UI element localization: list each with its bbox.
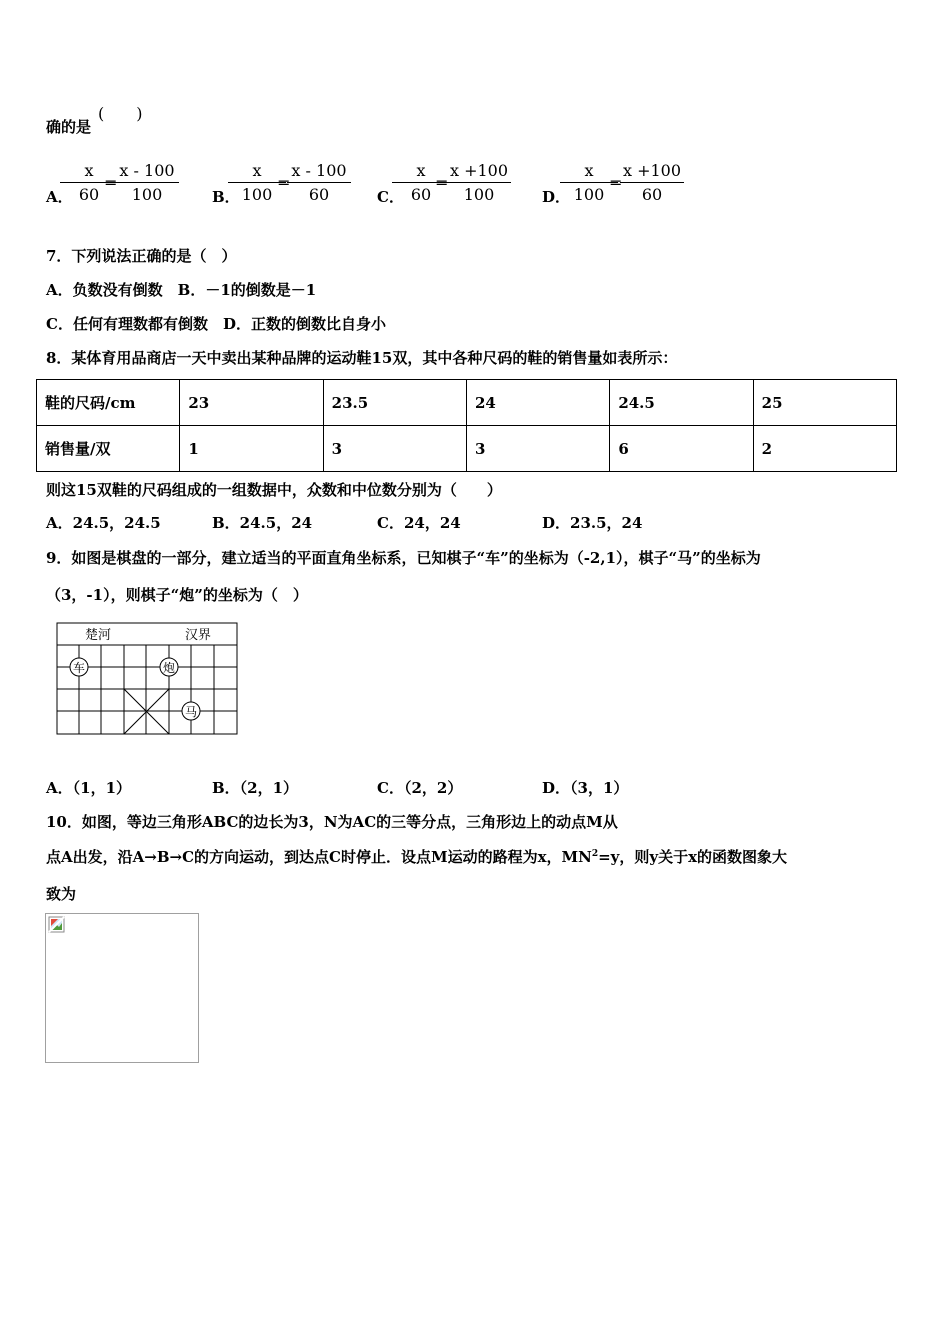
equals-sign: =	[609, 173, 623, 192]
equals-sign: =	[104, 173, 118, 192]
table-row	[37, 426, 897, 472]
q8-option-b[interactable]: B．24.5，24	[212, 514, 313, 532]
q8-stem: 8．某体育用品商店一天中卖出某种品牌的运动鞋15双，其中各种尺码的鞋的销售量如表所示：	[46, 349, 678, 367]
denominator: 100	[241, 185, 273, 204]
denominator: 100	[131, 185, 163, 204]
denominator: 100	[573, 185, 605, 204]
chessboard-figure	[55, 622, 241, 737]
shoe-size-table	[36, 379, 897, 472]
numerator: x	[84, 161, 94, 180]
table-cell: 24.5	[610, 380, 753, 426]
river-label-left: 楚河	[85, 628, 112, 643]
q9-stem-line-1: 9．如图是棋盘的一部分，建立适当的平面直角坐标系，已知棋子“车”的坐标为（-2,1），棋子“马”的坐标为	[46, 549, 761, 567]
q8-option-c[interactable]: C．24，24	[377, 514, 461, 532]
q9-option-d[interactable]: D．（3，1）	[542, 779, 629, 797]
numerator: x +100	[449, 161, 509, 180]
q9-option-a[interactable]: A．（1，1）	[46, 779, 132, 797]
rhs-fraction	[115, 160, 179, 205]
rhs-fraction	[447, 160, 511, 205]
q8-option-a[interactable]: A．24.5，24.5	[46, 514, 161, 532]
q8-question: 则这15双鞋的尺码组成的一组数据中，众数和中位数分别为（ ）	[46, 481, 502, 499]
river-label-right: 汉界	[185, 628, 212, 643]
q10-stem-line-3: 致为	[46, 885, 77, 903]
denominator: 100	[463, 185, 495, 204]
piece-che-label: 车	[72, 661, 86, 675]
option-label: C．	[377, 188, 404, 206]
q6-answer-paren: ( )	[98, 104, 143, 123]
q7-stem: 7．下列说法正确的是（ ）	[46, 247, 237, 265]
q9-option-c[interactable]: C．（2，2）	[377, 779, 463, 797]
numerator: x - 100	[119, 161, 175, 180]
numerator: x	[416, 161, 426, 180]
table-cell: 25	[753, 380, 896, 426]
table-cell: 鞋的尺码/cm	[37, 380, 180, 426]
table-cell: 23.5	[323, 380, 466, 426]
numerator: x	[584, 161, 594, 180]
broken-image-icon	[48, 916, 66, 934]
table-cell: 6	[610, 426, 753, 472]
q7-options-line-1[interactable]: A．负数没有倒数 B．－1的倒数是－1	[46, 281, 317, 299]
q7-options-line-2[interactable]: C．任何有理数都有倒数 D．正数的倒数比自身小	[46, 315, 386, 333]
q10-stem-line-1: 10．如图，等边三角形ABC的边长为3，N为AC的三等分点，三角形边上的动点M从	[46, 813, 618, 831]
q6-stem-tail: 确的是	[46, 118, 92, 136]
superscript-2: 2	[591, 849, 599, 859]
table-cell: 2	[753, 426, 896, 472]
broken-image-placeholder	[45, 913, 199, 1063]
piece-pao-label: 炮	[162, 661, 176, 675]
numerator: x - 100	[291, 161, 347, 180]
piece-ma-label: 马	[184, 705, 198, 719]
table-cell: 3	[323, 426, 466, 472]
numerator: x	[252, 161, 262, 180]
denominator: 60	[308, 185, 330, 204]
denominator: 60	[410, 185, 432, 204]
piece-che	[70, 658, 88, 676]
q8-option-d[interactable]: D．23.5，24	[542, 514, 643, 532]
table-cell: 1	[180, 426, 323, 472]
q10-stem-line-2-pre: 点A出发，沿A→B→C的方向运动，到达点C时停止．设点M运动的路程为x，MN	[46, 848, 592, 866]
piece-ma	[182, 702, 200, 720]
rhs-fraction	[287, 160, 351, 205]
table-cell: 24	[466, 380, 609, 426]
option-label: A．	[46, 188, 73, 206]
piece-pao	[160, 658, 178, 676]
q9-option-b[interactable]: B．（2，1）	[212, 779, 299, 797]
rhs-fraction	[620, 160, 684, 205]
q10-stem-line-2	[46, 846, 787, 867]
q10-stem-line-2-post: =y，则y关于x的函数图象大	[598, 848, 788, 866]
option-label: B．	[212, 188, 240, 206]
table-cell: 销售量/双	[37, 426, 180, 472]
table-cell: 3	[466, 426, 609, 472]
option-label: D．	[542, 188, 571, 206]
equals-sign: =	[435, 173, 449, 192]
denominator: 60	[78, 185, 100, 204]
q9-stem-line-2: （3，-1），则棋子“炮”的坐标为（ ）	[46, 586, 308, 604]
denominator: 60	[641, 185, 663, 204]
table-row	[37, 380, 897, 426]
numerator: x +100	[622, 161, 682, 180]
table-cell: 23	[180, 380, 323, 426]
equals-sign: =	[277, 173, 291, 192]
